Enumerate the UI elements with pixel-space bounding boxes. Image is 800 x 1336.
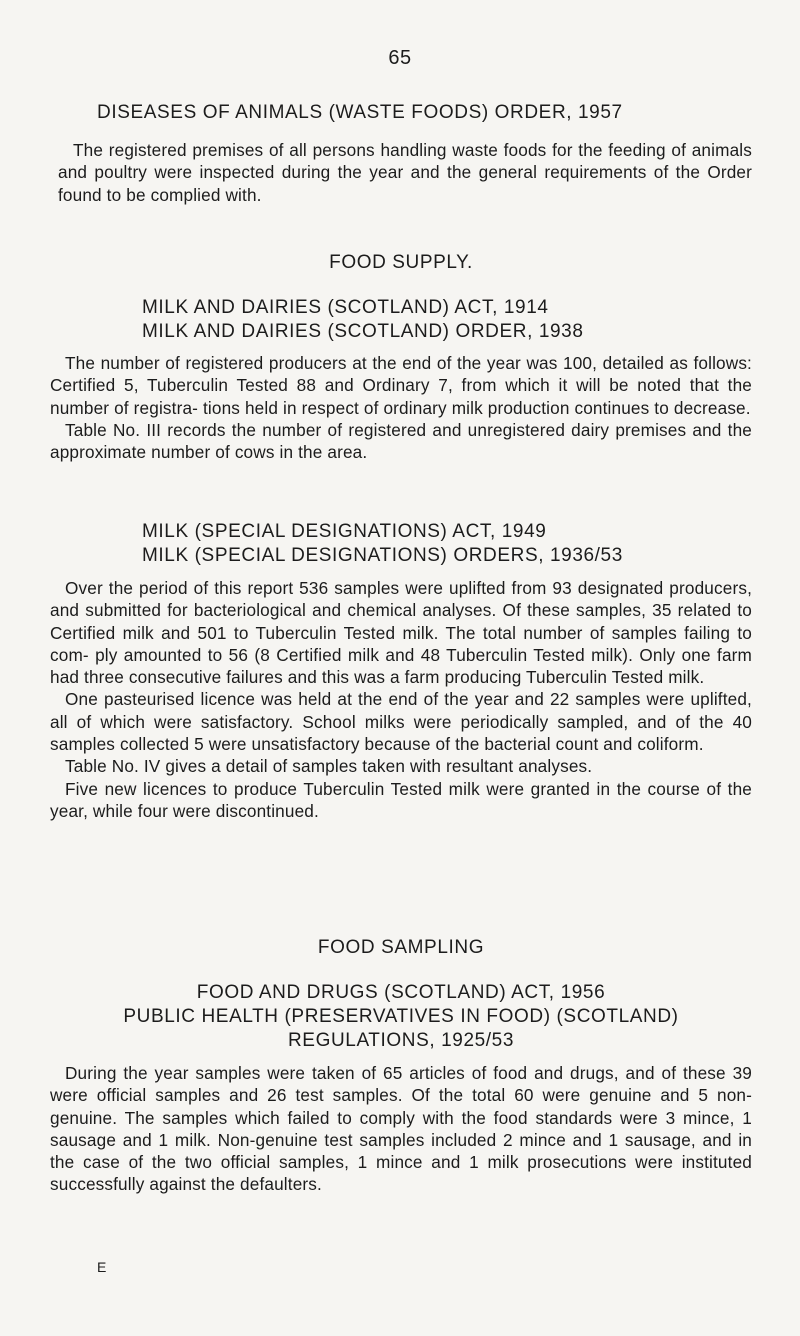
- paragraph-pasteurised-licence: One pasteurised licence was held at the end of the year and 22 samples were uplifted, all of which were satisfactory. School milks were periodically sampled, and of the 40 samples collected 5 were unsatisfactory because of the bacterial count and coliform.: [50, 689, 752, 755]
- order-heading-milk-dairies-1938: MILK AND DAIRIES (SCOTLAND) ORDER, 1938: [142, 321, 584, 342]
- signature-mark: E: [97, 1259, 107, 1275]
- paragraph-registered-producers: The number of registered producers at the end of the year was 100, detailed as follows: Certified 5, Tuberculin Tested 88 and Ordinary 7, from which it will be noted that the number of registra- tions held in respect of ordinary milk production continues to decrease.: [50, 353, 752, 418]
- paragraph-waste-foods: The registered premises of all persons handling waste foods for the feeding of animals and poultry were inspected during the year and the general requirements of the Order found to be complied with.: [58, 140, 752, 205]
- regulations-heading-year: REGULATIONS, 1925/53: [287, 1030, 515, 1051]
- section-waste-foods: [50, 101, 752, 206]
- paragraph-table-iv: Table No. IV gives a detail of samples taken with resultant analyses.: [65, 756, 593, 777]
- paragraph-new-licences: Five new licences to produce Tuberculin Tested milk were granted in the course of the year, while four were discontinued.: [50, 778, 752, 821]
- section-food-sampling: [50, 936, 752, 1196]
- section-special-designations: [50, 520, 752, 822]
- act-heading-special-designations-1949: MILK (SPECIAL DESIGNATIONS) ACT, 1949: [142, 521, 547, 542]
- act-heading-milk-dairies-1914: MILK AND DAIRIES (SCOTLAND) ACT, 1914: [142, 297, 549, 318]
- act-heading-food-drugs-1956: FOOD AND DRUGS (SCOTLAND) ACT, 1956: [196, 982, 606, 1003]
- paragraph-table-iii: Table No. III records the number of registered and unregistered dairy premises and the approximate number of cows in the area.: [50, 419, 752, 463]
- paragraph-food-sampling-results: During the year samples were taken of 65 articles of food and drugs, and of these 39 were official samples and 26 test samples. Of the total 60 were genuine and 5 non-genuine. The samples which failed to comply with the food standards were 3 mince, 1 sausage and 1 milk. Non-genuine test samples included 2 mince and 1 sausage, and in the case of the two official samples, 1 mince and 1 milk prosecutions were instituted successfully against the defaulters.: [50, 1063, 752, 1195]
- section-title-food-supply: FOOD SUPPLY.: [329, 252, 473, 273]
- order-heading-special-designations-1936: MILK (SPECIAL DESIGNATIONS) ORDERS, 1936/53: [142, 545, 623, 566]
- section-heading-waste-foods: DISEASES OF ANIMALS (WASTE FOODS) ORDER, 1957: [97, 102, 623, 123]
- page-number: 65: [388, 47, 412, 69]
- section-food-supply: [50, 251, 752, 463]
- regulations-heading-preservatives: PUBLIC HEALTH (PRESERVATIVES IN FOOD) (SCOTLAND): [123, 1006, 679, 1027]
- section-title-food-sampling: FOOD SAMPLING: [317, 937, 485, 958]
- paragraph-samples-uplifted: Over the period of this report 536 samples were uplifted from 93 designated producers, and submitted for bacteriological and chemical analyses. Of these samples, 35 related to Certified milk and 501 to Tuberculin Tested milk. The total number of samples failing to com- ply amounted to 56 (8 Certified milk and 48 Tuberculin Tested milk). Only one farm had three consecutive failures and this was a farm producing Tuberculin Tested milk.: [50, 578, 752, 688]
